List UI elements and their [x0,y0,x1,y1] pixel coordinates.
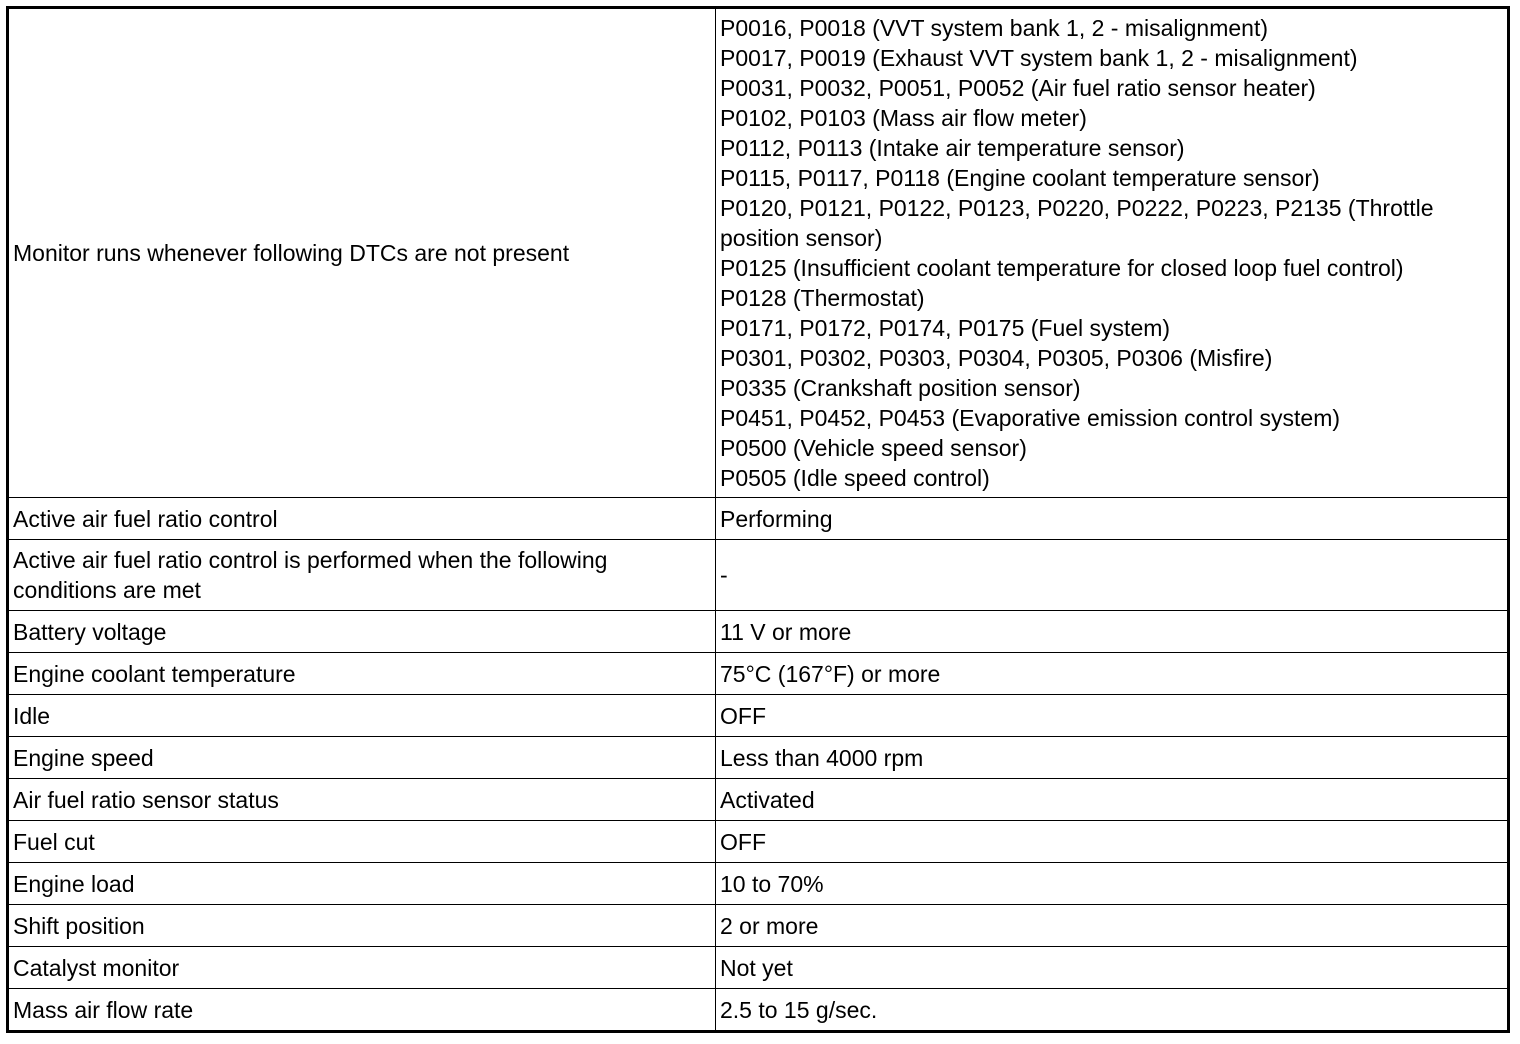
dtc-item: P0128 (Thermostat) [720,285,925,311]
row-label: Mass air flow rate [8,989,716,1032]
table-row [8,779,1509,821]
dtc-item: P0451, P0452, P0453 (Evaporative emission control system) [720,405,1341,431]
table-row [8,540,1509,611]
table-row [8,737,1509,779]
row-label: Fuel cut [8,821,716,863]
dtc-item: P0017, P0019 (Exhaust VVT system bank 1, 2 - misalignment) [720,45,1358,71]
row-label: Engine load [8,863,716,905]
row-value: Performing [716,498,1509,540]
row-value: OFF [716,695,1509,737]
dtc-item: P0016, P0018 (VVT system bank 1, 2 - misalignment) [720,15,1269,41]
dtc-item: P0171, P0172, P0174, P0175 (Fuel system) [720,315,1171,341]
table-row [8,989,1509,1032]
row-value: Less than 4000 rpm [716,737,1509,779]
row-label: Idle [8,695,716,737]
table-row [8,498,1509,540]
dtc-item: P0500 (Vehicle speed sensor) [720,435,1027,461]
dtc-item: P0125 (Insufficient coolant temperature for closed loop fuel control) [720,255,1404,281]
table-row [8,821,1509,863]
dtc-item: P0112, P0113 (Intake air temperature sensor) [720,135,1185,161]
row-value: 2 or more [716,905,1509,947]
row-value: 11 V or more [716,611,1509,653]
row-value: Activated [716,779,1509,821]
table-row [8,947,1509,989]
row-label: Battery voltage [8,611,716,653]
dtc-item: P0120, P0121, P0122, P0123, P0220, P0222, P0223, P2135 (Throttle position sensor) [720,195,1434,251]
row-value: 75°C (167°F) or more [716,653,1509,695]
table-row [8,653,1509,695]
row-value: - [716,540,1509,611]
row-label: Active air fuel ratio control is performed when the following conditions are met [8,540,716,611]
dtc-item: P0115, P0117, P0118 (Engine coolant temperature sensor) [720,165,1320,191]
row-value: 10 to 70% [716,863,1509,905]
row-value: Not yet [716,947,1509,989]
row-label: Active air fuel ratio control [8,498,716,540]
table-row [8,695,1509,737]
table-row [8,863,1509,905]
dtc-item: P0301, P0302, P0303, P0304, P0305, P0306 (Misfire) [720,345,1273,371]
row-label: Air fuel ratio sensor status [8,779,716,821]
row-label: Engine coolant temperature [8,653,716,695]
dtc-list [716,8,1509,498]
dtc-item: P0505 (Idle speed control) [720,465,990,491]
row-value: 2.5 to 15 g/sec. [716,989,1509,1032]
dtc-item: P0102, P0103 (Mass air flow meter) [720,105,1087,131]
row-label: Engine speed [8,737,716,779]
row-label: Monitor runs whenever following DTCs are not present [8,8,716,498]
row-value: OFF [716,821,1509,863]
table-row [8,611,1509,653]
monitor-conditions-table [6,6,1510,1033]
row-label: Shift position [8,905,716,947]
row-label: Catalyst monitor [8,947,716,989]
table-row [8,8,1509,498]
dtc-item: P0335 (Crankshaft position sensor) [720,375,1081,401]
table-row [8,905,1509,947]
dtc-item: P0031, P0032, P0051, P0052 (Air fuel ratio sensor heater) [720,75,1316,101]
